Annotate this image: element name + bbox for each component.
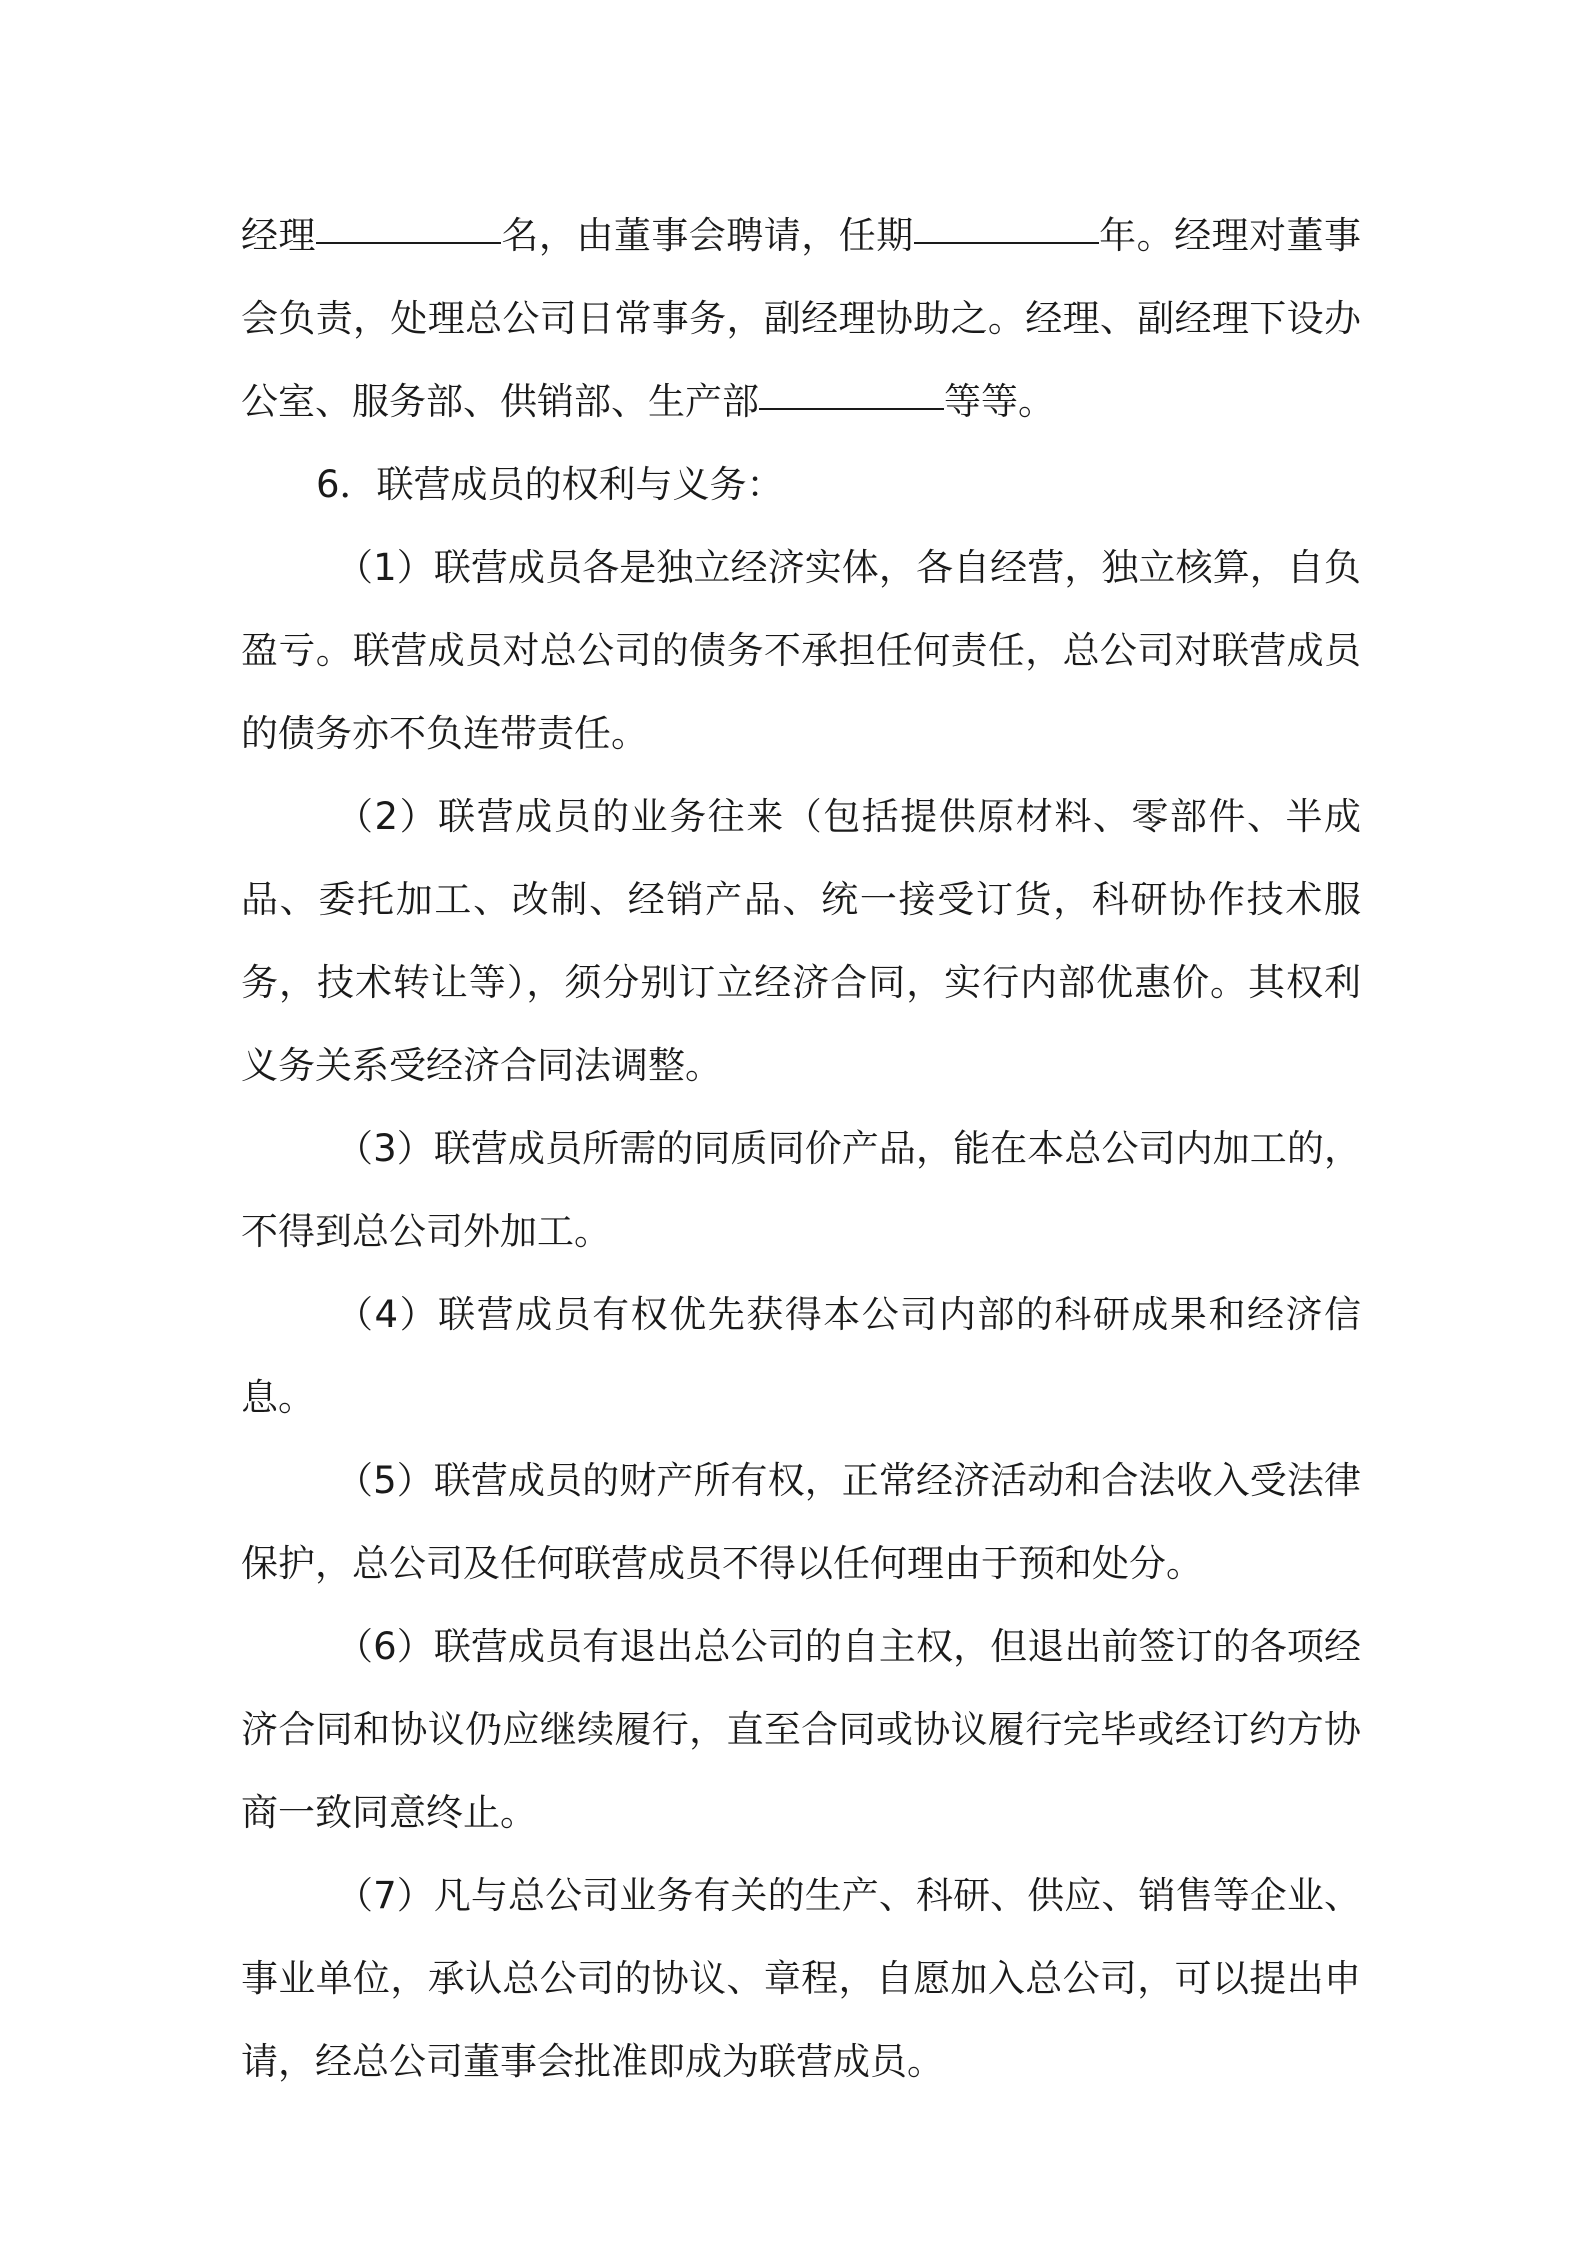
text-segment: 等等。 [944,380,1055,423]
paragraph-manager-appointment [241,194,1361,443]
item-2: （2）联营成员的业务往来（包括提供原材料、零部件、半成品、委托加工、改制、经销产品、统一接受订货，科研协作技术服务，技术转让等），须分别订立经济合同，实行内部优惠价。其权利义务关系受经济合同法调整。 [241,795,1361,1087]
fill-in-blank-departments [759,407,944,410]
item-5: （5）联营成员的财产所有权，正常经济活动和合法收入受法律保护，总公司及任何联营成员不得以任何理由于预和处分。 [241,1459,1361,1585]
text-segment: 年。经理对董事会负责，处理总公司日常事务，副经理协助之。经理、副经理下设办公室、服务部、供销部、生产部 [241,214,1362,423]
text-segment: 经理 [241,214,316,257]
fill-in-blank-term-years [914,241,1099,244]
section-heading-6: 6．联营成员的权利与义务： [316,463,784,506]
item-7: （7）凡与总公司业务有关的生产、科研、供应、销售等企业、事业单位，承认总公司的协议、章程，自愿加入总公司，可以提出申请，经总公司董事会批准即成为联营成员。 [241,1874,1361,2083]
item-1: （1）联营成员各是独立经济实体，各自经营，独立核算，自负盈亏。联营成员对总公司的债务不承担任何责任，总公司对联营成员的债务亦不负连带责任。 [241,546,1361,755]
item-6: （6）联营成员有退出总公司的自主权，但退出前签订的各项经济合同和协议仍应继续履行，直至合同或协议履行完毕或经订约方协商一致同意终止。 [241,1625,1361,1834]
text-segment: 名，由董事会聘请，任期 [500,214,914,257]
item-3: （3）联营成员所需的同质同价产品，能在本总公司内加工的，不得到总公司外加工。 [241,1127,1361,1253]
fill-in-blank-manager-count [316,241,501,244]
document-body [241,194,1361,2103]
item-4: （4）联营成员有权优先获得本公司内部的科研成果和经济信息。 [241,1293,1361,1419]
